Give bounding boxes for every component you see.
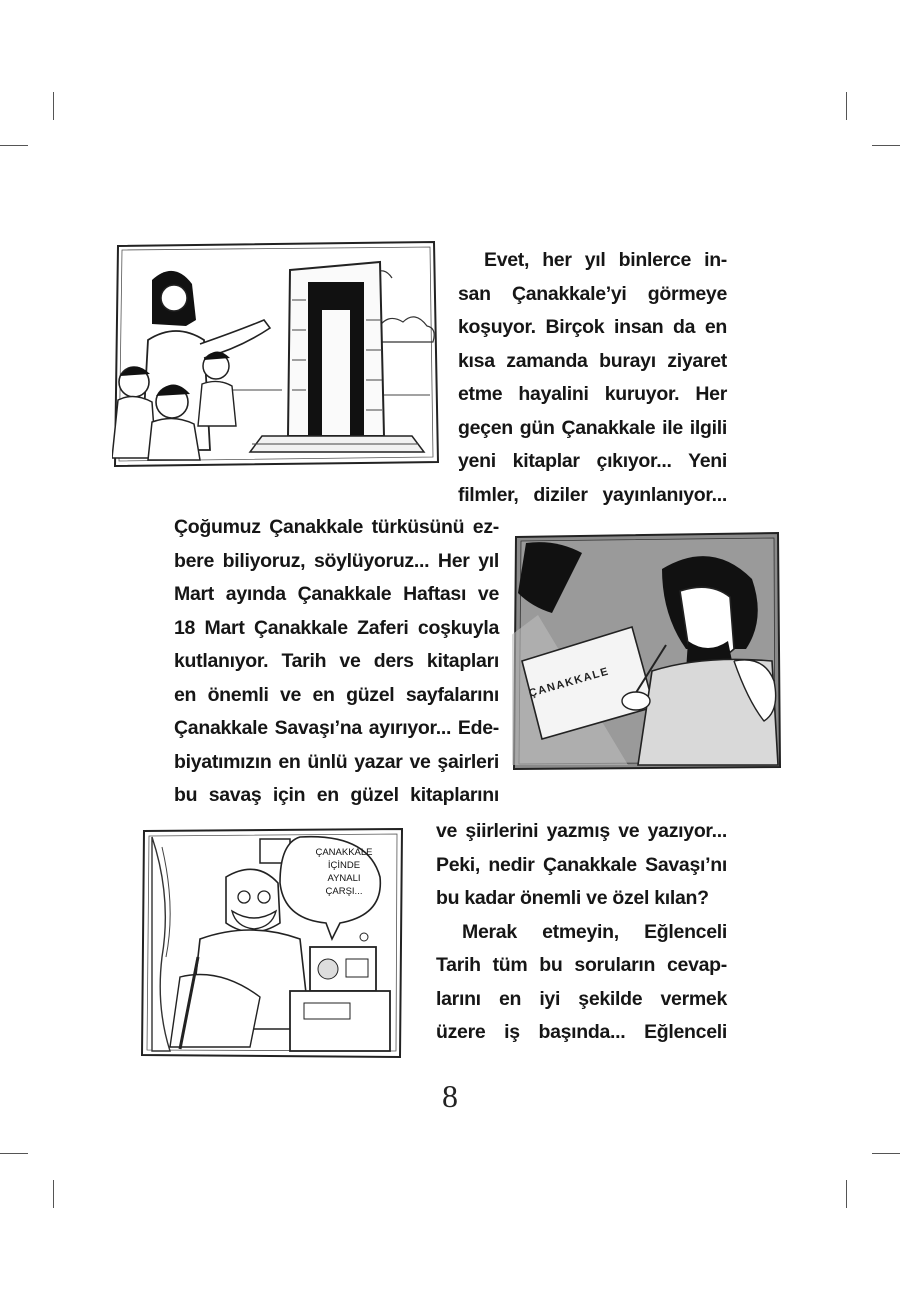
text-line: bu kadar önemli ve özel kılan? bbox=[436, 887, 709, 909]
crop-mark bbox=[846, 92, 847, 120]
text-line: Mart ayında Çanakkale Haftası ve bbox=[174, 583, 499, 605]
crop-mark bbox=[53, 92, 54, 120]
text-line: ve şiirlerini yazmış ve yazıyor... bbox=[436, 820, 727, 842]
text-line: Merak etmeyin, Eğlenceli bbox=[462, 920, 727, 943]
paragraph-1 bbox=[458, 244, 727, 512]
text-line: etme hayalini kuruyor. Her bbox=[458, 383, 727, 405]
text-line: koşuyor. Birçok insan da en bbox=[458, 316, 727, 338]
writer-illustration bbox=[512, 531, 782, 771]
bubble-line: İÇİNDE bbox=[327, 860, 361, 871]
crop-mark bbox=[872, 1153, 900, 1154]
text-line: san Çanakkale’yi görmeye bbox=[458, 282, 727, 305]
text-line: Peki, nedir Çanakkale Savaşı’nı bbox=[436, 853, 727, 876]
text-line: larını en iyi şekilde vermek bbox=[436, 987, 727, 1010]
text-line: en önemli ve en güzel sayfalarını bbox=[174, 683, 499, 706]
bubble-line: ÇANAKKALE bbox=[315, 847, 373, 858]
crop-mark bbox=[53, 1180, 54, 1208]
text-line: üzere iş başında... Eğlenceli bbox=[436, 1021, 727, 1043]
text-line: kısa zamanda burayı ziyaret bbox=[458, 349, 727, 372]
text-line: bere biliyoruz, söylüyoruz... Her yıl bbox=[174, 549, 499, 572]
radio-illustration bbox=[140, 827, 404, 1059]
text-line: kutlanıyor. Tarih ve ders kitapları bbox=[174, 650, 499, 672]
text-line: bu savaş için en güzel kitaplarını bbox=[174, 784, 499, 806]
text-line: geçen gün Çanakkale ile ilgili bbox=[458, 416, 727, 439]
text-line: filmler, diziler yayınlanıyor... bbox=[458, 483, 727, 506]
text-line: yeni kitaplar çıkıyor... Yeni bbox=[458, 450, 727, 472]
bubble-line: ÇARŞI... bbox=[325, 886, 363, 897]
bubble-line: AYNALI bbox=[327, 873, 361, 884]
memorial-illustration bbox=[112, 240, 440, 468]
paragraph-2 bbox=[174, 511, 499, 813]
crop-mark bbox=[846, 1180, 847, 1208]
paper-text: ÇANAKKALE bbox=[527, 665, 611, 700]
text-line: Tarih tüm bu soruların cevap- bbox=[436, 954, 727, 976]
page-number: 8 bbox=[442, 1078, 458, 1114]
text-line: biyatımızın en ünlü yazar ve şairleri bbox=[174, 750, 499, 773]
text-line: Evet, her yıl binlerce in- bbox=[484, 249, 727, 271]
text-line: Çanakkale Savaşı’na ayırıyor... Ede- bbox=[174, 717, 499, 739]
paragraph-3 bbox=[436, 815, 727, 1050]
crop-mark bbox=[0, 1153, 28, 1154]
crop-mark bbox=[872, 145, 900, 146]
crop-mark bbox=[0, 145, 28, 146]
text-line: Çoğumuz Çanakkale türküsünü ez- bbox=[174, 516, 499, 538]
text-line: 18 Mart Çanakkale Zaferi coşkuyla bbox=[174, 616, 499, 639]
